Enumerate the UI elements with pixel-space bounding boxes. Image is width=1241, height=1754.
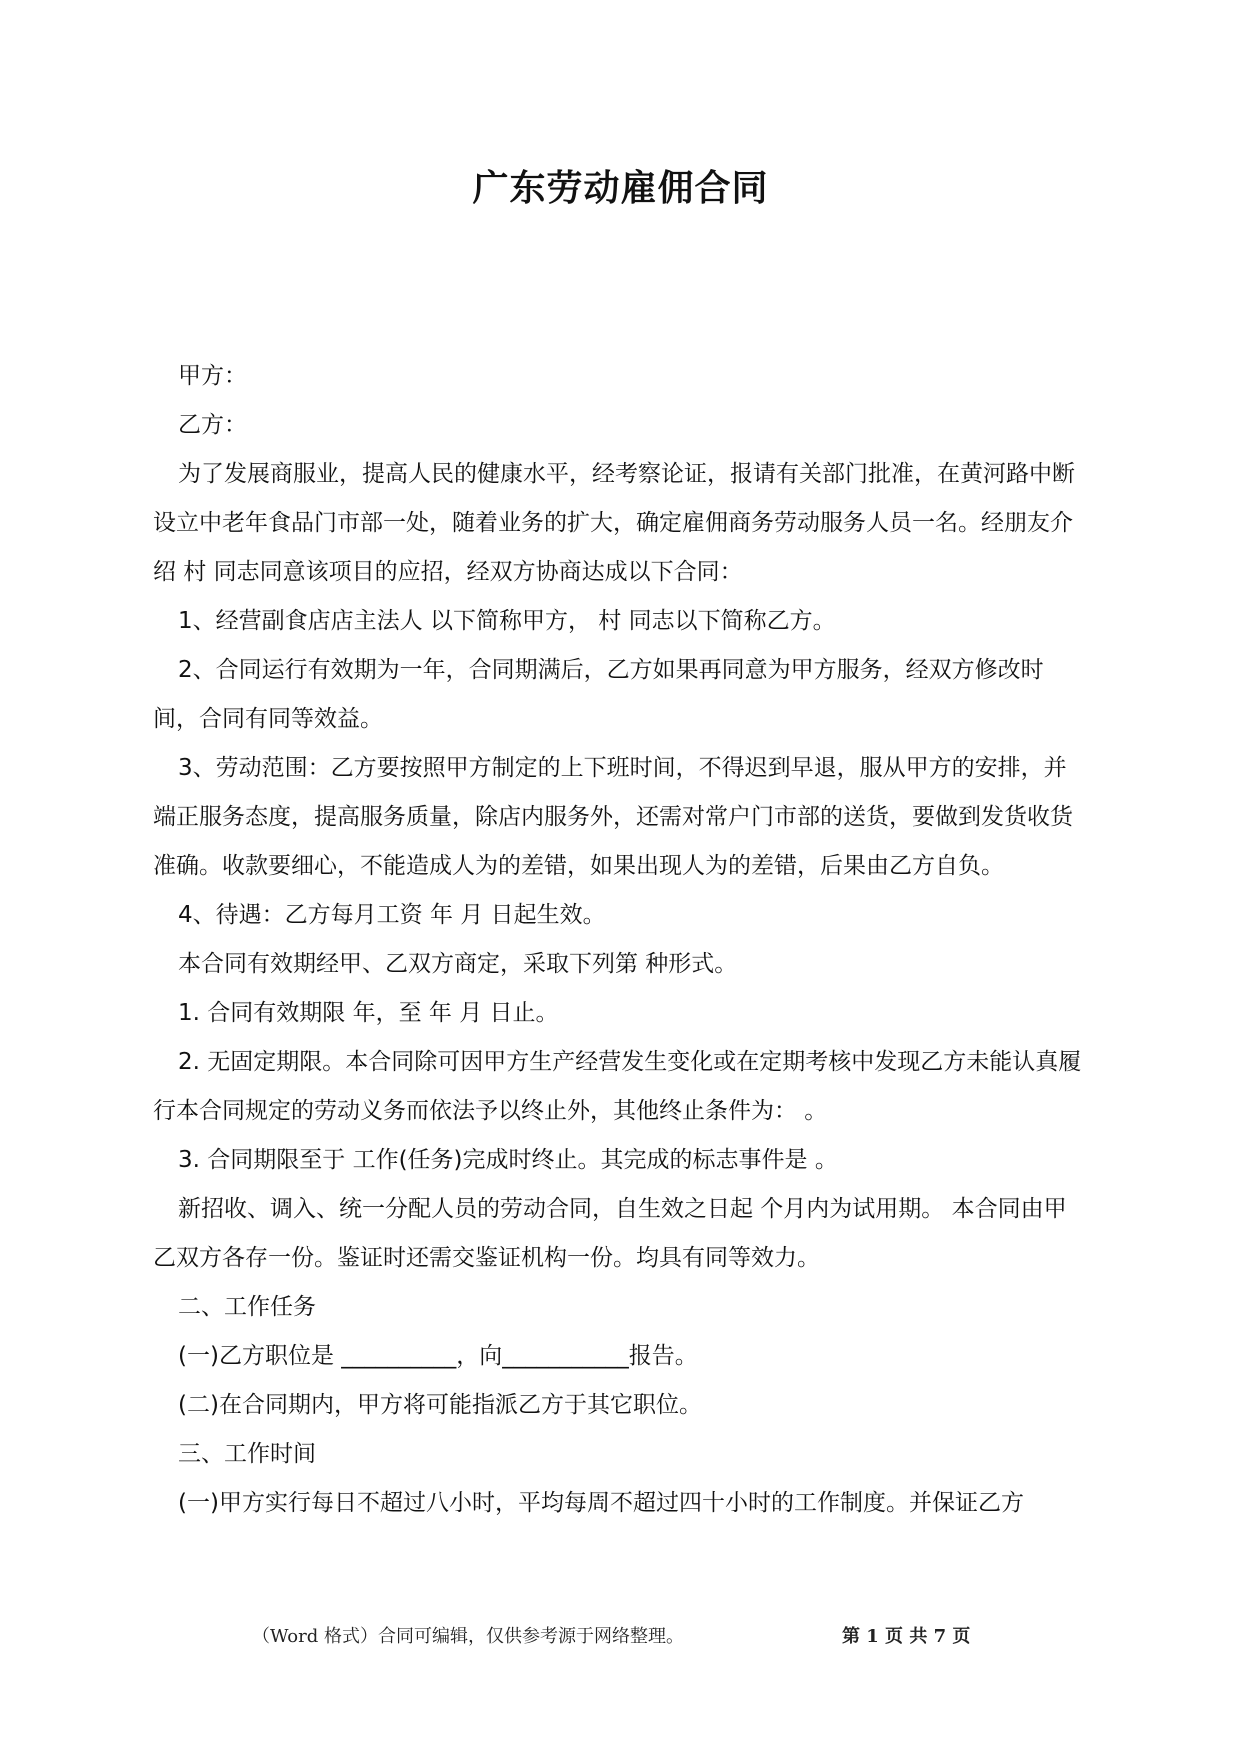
paragraph-term-option-1: 1. 合同有效期限 年，至 年 月 日止。 — [178, 1000, 559, 1026]
page-number: 第 1 页 共 7 页 — [842, 1626, 971, 1647]
paragraph-preamble: 为了发展商服业，提高人民的健康水平，经考察论证，报请有关部门批准，在黄河路中断设立中老年食品门市部一处，随着业务的扩大，确定雇佣商务劳动服务人员一名。经朋友介绍 村 同志同意该项目的应招，经双方协商达成以下合同： — [153, 461, 1075, 585]
paragraph-term-option-2: 2. 无固定期限。本合同除可因甲方生产经营发生变化或在定期考核中发现乙方未能认真履行本合同规定的劳动义务而依法予以终止外，其他终止条件为： 。 — [153, 1049, 1082, 1124]
paragraph-term-form: 本合同有效期经甲、乙双方商定，采取下列第 种形式。 — [178, 951, 738, 977]
paragraph-term-option-3: 3. 合同期限至于 工作(任务)完成时终止。其完成的标志事件是 。 — [178, 1147, 838, 1173]
paragraph-party-b: 乙方： — [178, 412, 247, 438]
section-heading-work-task: 二、工作任务 — [178, 1294, 316, 1320]
paragraph-party-a: 甲方： — [178, 363, 247, 389]
footer-note: （Word 格式）合同可编辑，仅供参考源于网络整理。 — [252, 1626, 684, 1647]
paragraph-clause-4: 4、待遇：乙方每月工资 年 月 日起生效。 — [178, 902, 606, 928]
paragraph-clause-2: 2、合同运行有效期为一年，合同期满后，乙方如果再同意为甲方服务，经双方修改时间，合同有同等效益。 — [153, 657, 1044, 732]
paragraph-work-time-1: (一)甲方实行每日不超过八小时，平均每周不超过四十小时的工作制度。并保证乙方 — [178, 1490, 1024, 1516]
paragraph-work-task-1: (一)乙方职位是 __________，向___________报告。 — [178, 1343, 698, 1369]
paragraph-probation: 新招收、调入、统一分配人员的劳动合同，自生效之日起 个月内为试用期。 本合同由甲乙双方各存一份。鉴证时还需交鉴证机构一份。均具有同等效力。 — [153, 1196, 1067, 1271]
paragraph-clause-1: 1、经营副食店店主法人 以下简称甲方， 村 同志以下简称乙方。 — [178, 608, 836, 634]
paragraph-clause-3: 3、劳动范围：乙方要按照甲方制定的上下班时间，不得迟到早退，服从甲方的安排，并端正服务态度，提高服务质量，除店内服务外，还需对常户门市部的送货，要做到发货收货准确。收款要细心，不能造成人为的差错，如果出现人为的差错，后果由乙方自负。 — [153, 755, 1073, 879]
section-heading-work-time: 三、工作时间 — [178, 1441, 316, 1467]
document-body — [153, 352, 1083, 1528]
document-title: 广东劳动雇佣合同 — [472, 168, 769, 209]
paragraph-work-task-2: (二)在合同期内，甲方将可能指派乙方于其它职位。 — [178, 1392, 702, 1418]
